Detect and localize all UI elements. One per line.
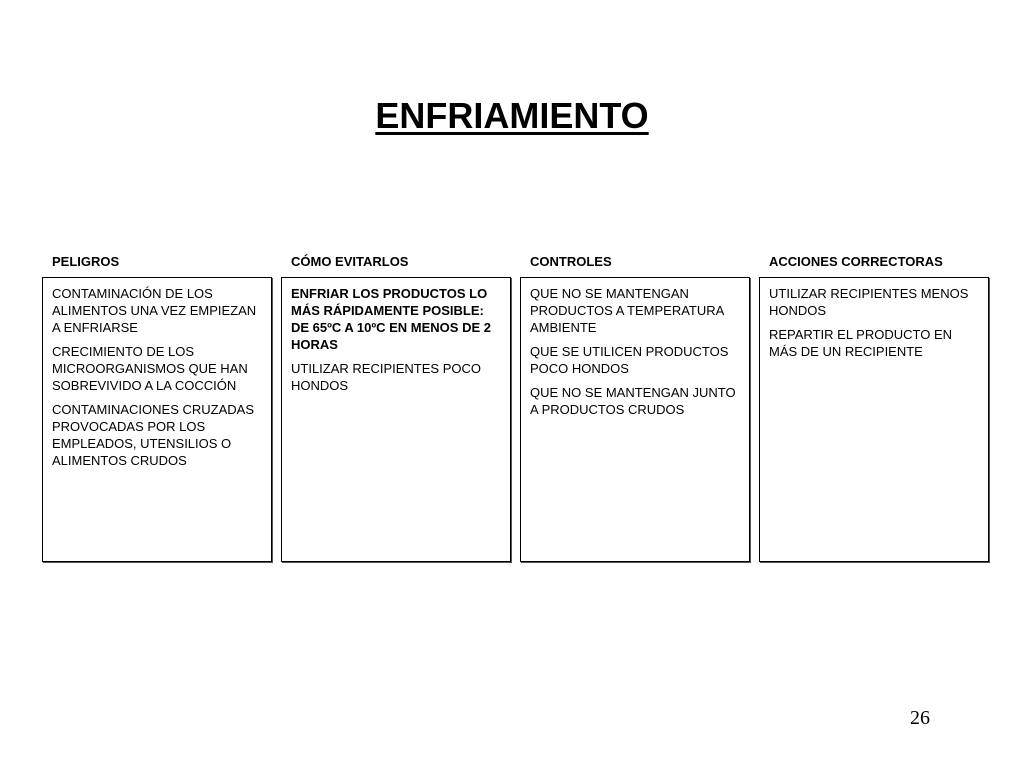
column-acciones-correctoras <box>759 254 989 359</box>
column-item: CONTAMINACIÓN DE LOS ALIMENTOS UNA VEZ EMPIEZAN A ENFRIARSE <box>52 286 257 335</box>
column-heading-acciones-correctoras: ACCIONES CORRECTORAS <box>769 254 943 269</box>
column-heading-como-evitarlos: CÓMO EVITARLOS <box>291 254 409 269</box>
column-item: QUE NO SE MANTENGAN JUNTO A PRODUCTOS CRUDOS <box>530 385 736 417</box>
column-items-acciones-correctoras <box>769 285 979 367</box>
slide-title-text: ENFRIAMIENTO <box>375 95 649 136</box>
page-number: 26 <box>910 707 930 729</box>
column-items-controles <box>530 285 740 425</box>
column-items-como-evitarlos <box>291 285 501 401</box>
column-heading-controles: CONTROLES <box>530 254 612 269</box>
column-item: QUE NO SE MANTENGAN PRODUCTOS A TEMPERATURA AMBIENTE <box>530 286 724 335</box>
column-como-evitarlos <box>281 254 511 393</box>
column-item: REPARTIR EL PRODUCTO EN MÁS DE UN RECIPIENTE <box>769 327 952 359</box>
column-heading-peligros: PELIGROS <box>52 254 120 269</box>
column-controles <box>520 254 750 417</box>
slide-title <box>0 94 1024 138</box>
column-item: QUE SE UTILICEN PRODUCTOS POCO HONDOS <box>530 344 729 376</box>
column-items-peligros <box>52 285 262 476</box>
column-item: UTILIZAR RECIPIENTES MENOS HONDOS <box>769 286 969 318</box>
column-peligros <box>42 254 272 468</box>
column-item: CRECIMIENTO DE LOS MICROORGANISMOS QUE HAN SOBREVIVIDO A LA COCCIÓN <box>52 344 248 393</box>
column-item: ENFRIAR LOS PRODUCTOS LO MÁS RÁPIDAMENTE POSIBLE: DE 65ºC A 10ºC EN MENOS DE 2 HORAS <box>291 286 491 352</box>
column-item: CONTAMINACIONES CRUZADAS PROVOCADAS POR LOS EMPLEADOS, UTENSILIOS O ALIMENTOS CRUDOS <box>52 402 254 468</box>
column-item: UTILIZAR RECIPIENTES POCO HONDOS <box>291 361 481 393</box>
